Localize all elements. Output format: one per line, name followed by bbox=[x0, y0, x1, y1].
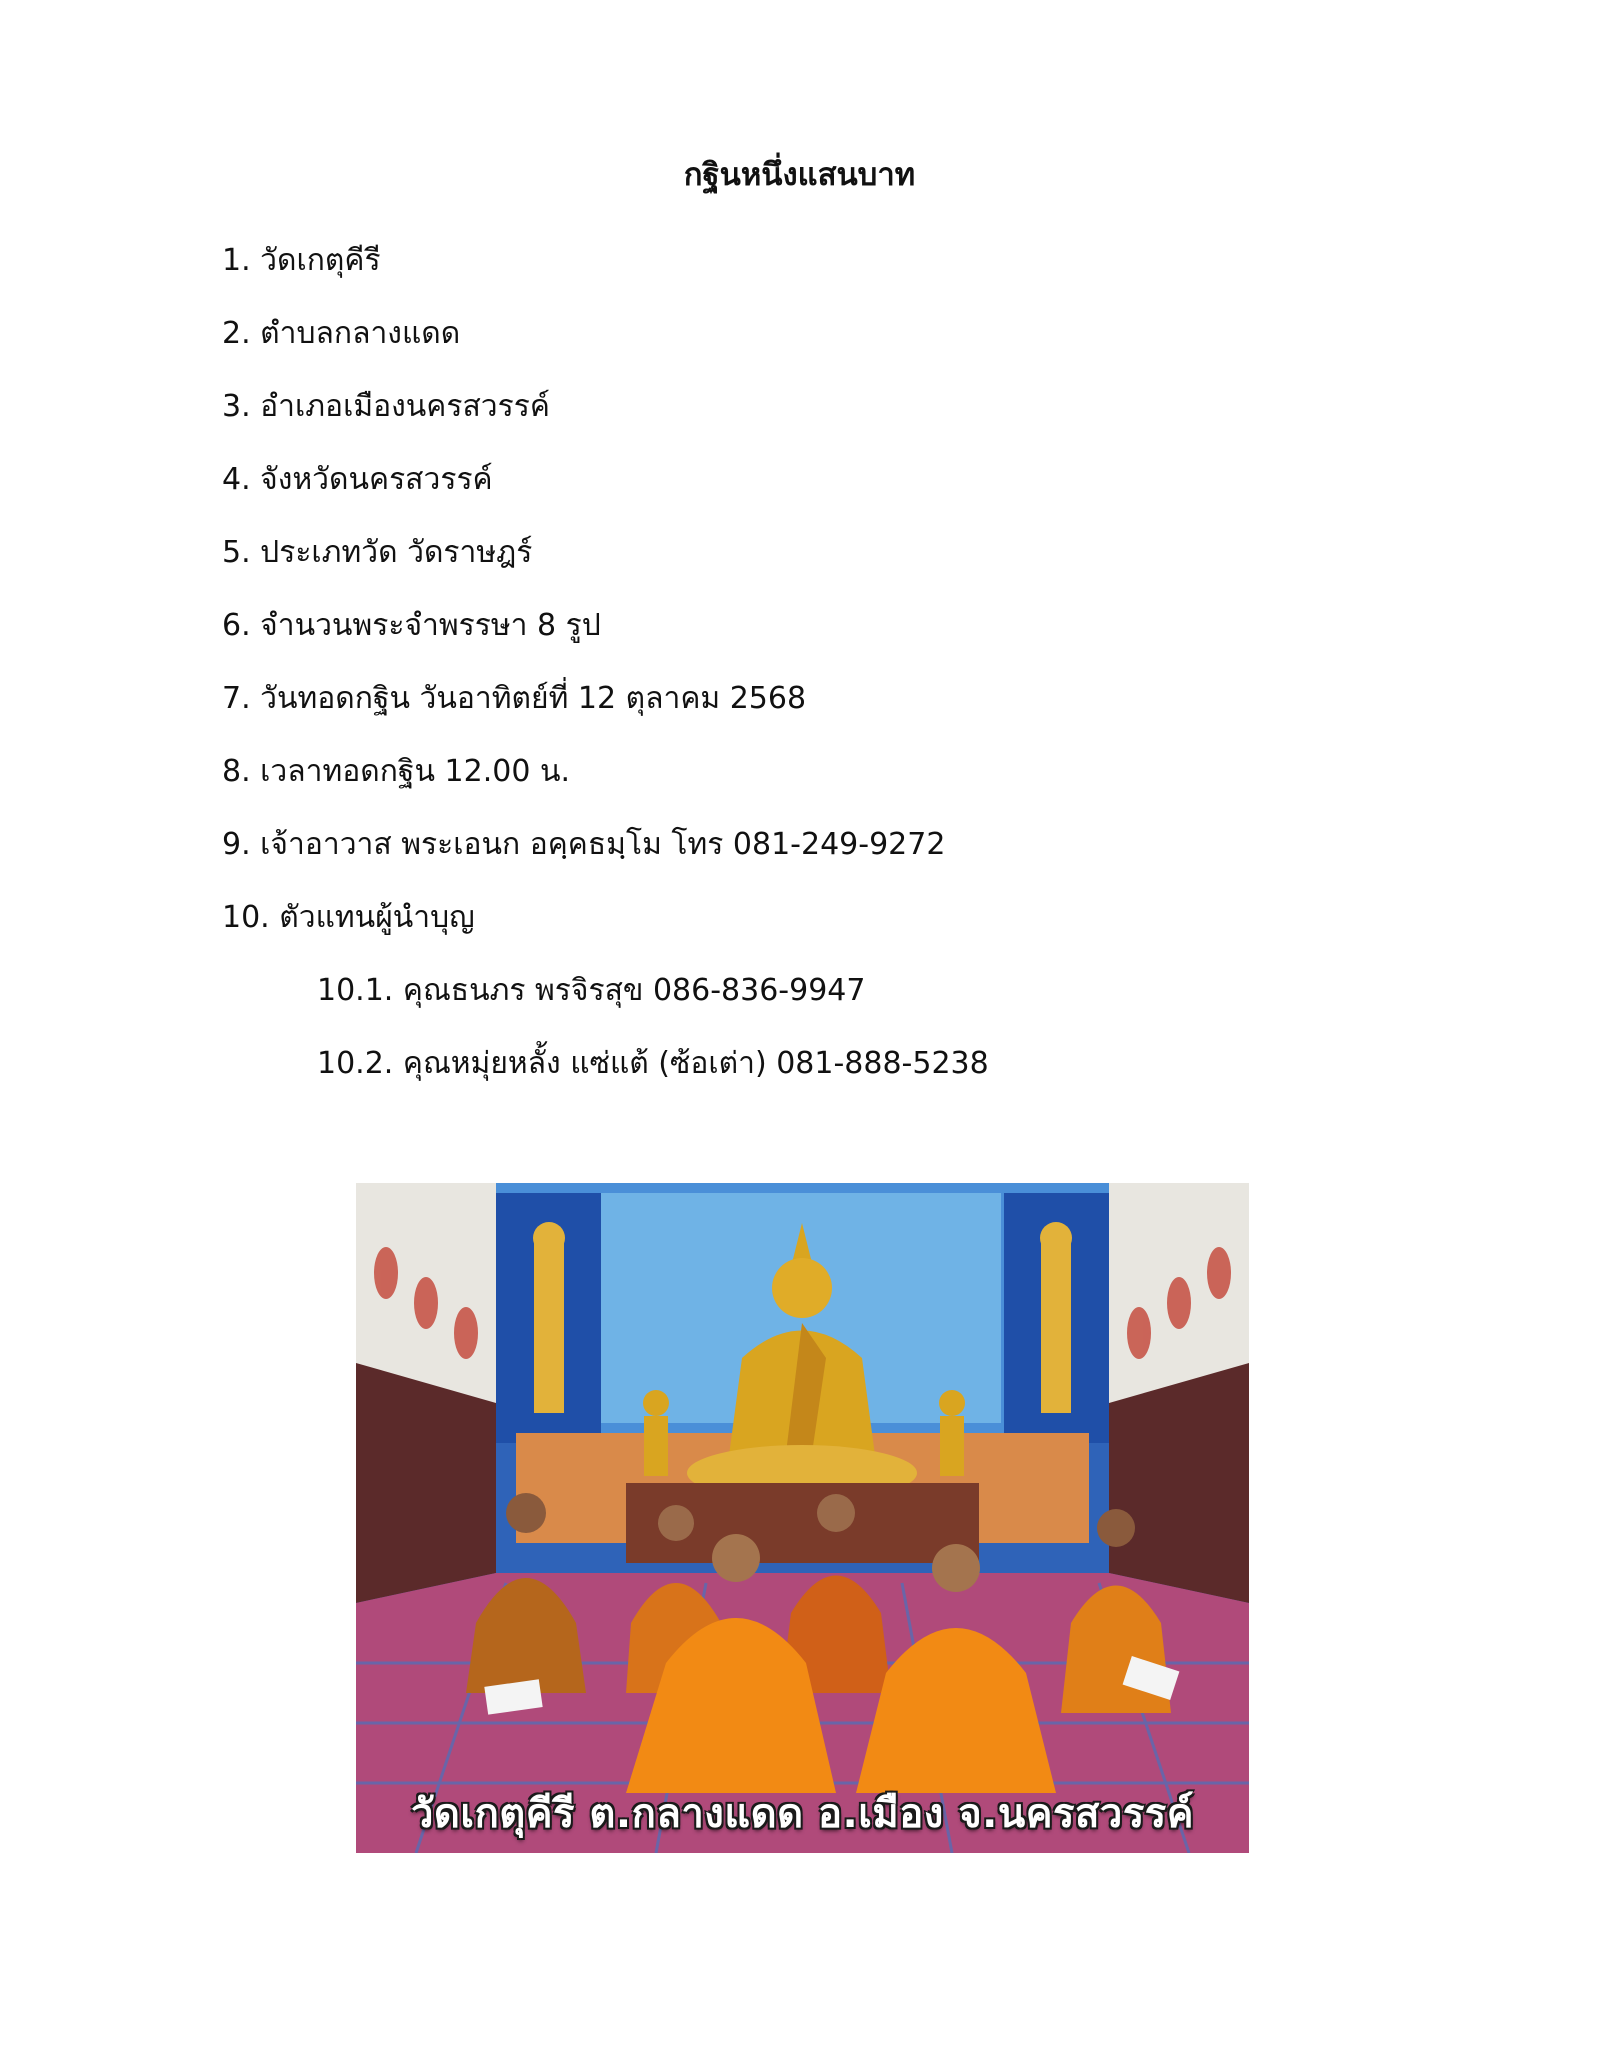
list-item-monk-count: 6. จำนวนพระจำพรรษา 8 รูป bbox=[222, 608, 601, 643]
list-subitem-representative-1: 10.1. คุณธนภร พรจิรสุข 086-836-9947 bbox=[317, 973, 866, 1008]
list-item-kathin-date: 7. วันทอดกฐิน วันอาทิตย์ที่ 12 ตุลาคม 2568 bbox=[222, 681, 807, 716]
list-item-representatives: 10. ตัวแทนผู้นำบุญ bbox=[222, 900, 475, 935]
list-item-abbot: 9. เจ้าอาวาส พระเอนก อคฺคธมฺโม โทร 081-249-9272 bbox=[222, 827, 946, 862]
list-item-province: 4. จังหวัดนครสวรรค์ bbox=[222, 462, 493, 497]
list-item-subdistrict: 2. ตำบลกลางแดด bbox=[222, 316, 461, 351]
list-item-district: 3. อำเภอเมืองนครสวรรค์ bbox=[222, 389, 550, 424]
temple-photo-illustration bbox=[356, 1183, 1249, 1853]
temple-photo bbox=[356, 1183, 1249, 1853]
list-item-temple-name: 1. วัดเกตุคีรี bbox=[222, 243, 381, 278]
list-item-kathin-time: 8. เวลาทอดกฐิน 12.00 น. bbox=[222, 754, 570, 789]
list-subitem-representative-2: 10.2. คุณหมุ่ยหลั้ง แซ่แต้ (ซ้อเต่า) 081-888-5238 bbox=[317, 1046, 989, 1081]
page-title: กฐินหนึ่งแสนบาท bbox=[683, 157, 916, 193]
photo-caption: วัดเกตุคีรี ต.กลางแดด อ.เมือง จ.นครสวรรค์ bbox=[410, 1791, 1195, 1837]
list-item-temple-type: 5. ประเภทวัด วัดราษฎร์ bbox=[222, 535, 533, 570]
